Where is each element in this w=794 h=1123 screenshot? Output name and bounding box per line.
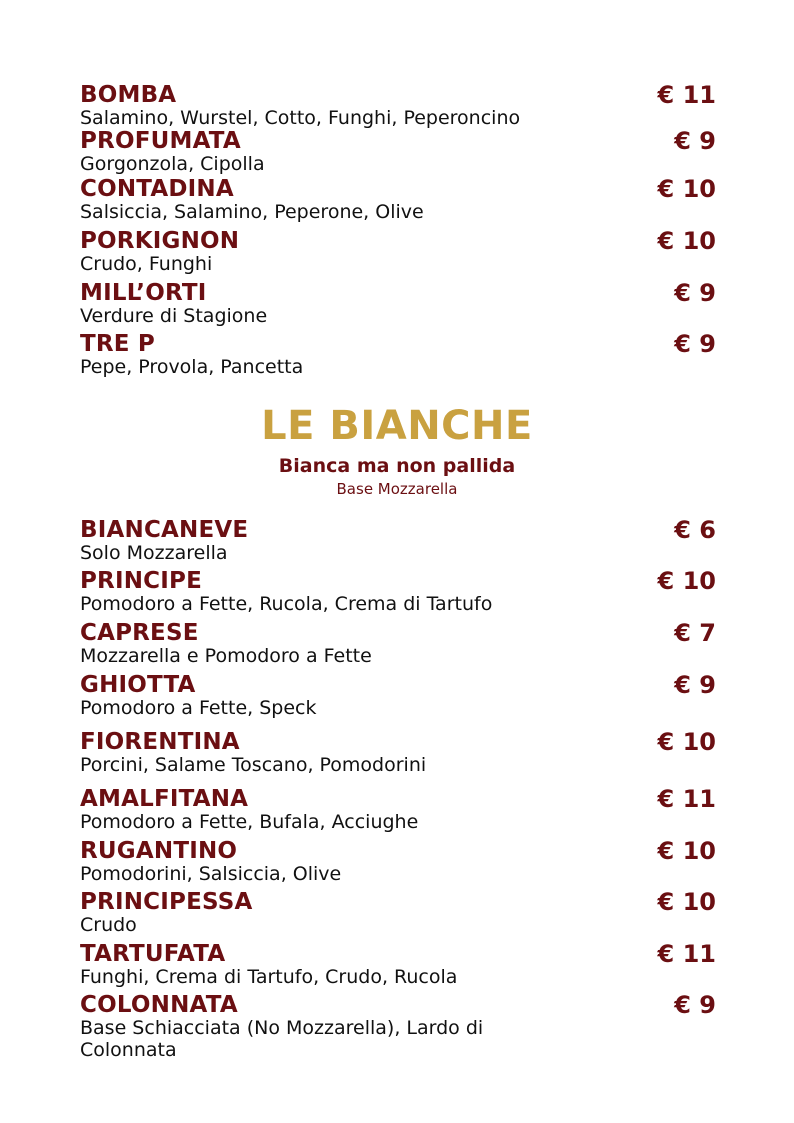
item-description: Pomodoro a Fette, Rucola, Crema di Tartufo bbox=[80, 593, 493, 615]
item-description: Crudo bbox=[80, 914, 137, 936]
item-price: € 11 bbox=[657, 785, 716, 813]
item-price: € 10 bbox=[657, 567, 716, 595]
item-name: BOMBA bbox=[80, 82, 177, 108]
item-name: PRINCIPESSA bbox=[80, 889, 253, 915]
item-name: TRE P bbox=[80, 331, 155, 357]
item-price: € 11 bbox=[657, 81, 716, 109]
item-name: AMALFITANA bbox=[80, 786, 249, 812]
menu-item-tartufata bbox=[80, 942, 716, 988]
item-price: € 9 bbox=[674, 991, 716, 1019]
item-name: BIANCANEVE bbox=[80, 517, 249, 543]
item-description: Mozzarella e Pomodoro a Fette bbox=[80, 645, 372, 667]
item-price: € 9 bbox=[674, 671, 716, 699]
item-description: Crudo, Funghi bbox=[80, 253, 213, 275]
item-name: TARTUFATA bbox=[80, 941, 226, 967]
menu-item-porkignon bbox=[80, 229, 716, 275]
item-description: Funghi, Crema di Tartufo, Crudo, Rucola bbox=[80, 966, 458, 988]
item-description: Gorgonzola, Cipolla bbox=[80, 153, 265, 175]
item-price: € 9 bbox=[674, 127, 716, 155]
menu-item-contadina bbox=[80, 177, 716, 223]
item-description: Verdure di Stagione bbox=[80, 305, 268, 327]
item-name: FIORENTINA bbox=[80, 729, 240, 755]
menu-item-millorti bbox=[80, 281, 716, 327]
item-name: COLONNATA bbox=[80, 992, 238, 1018]
item-description: Solo Mozzarella bbox=[80, 542, 228, 564]
item-description: Pomodoro a Fette, Speck bbox=[80, 697, 317, 719]
item-price: € 10 bbox=[657, 888, 716, 916]
menu-item-colonnata bbox=[80, 993, 716, 1061]
item-description: Pomodoro a Fette, Bufala, Acciughe bbox=[80, 811, 419, 833]
item-price: € 9 bbox=[674, 330, 716, 358]
section-title: LE BIANCHE bbox=[261, 403, 533, 449]
item-name: MILL’ORTI bbox=[80, 280, 207, 306]
menu-item-profumata bbox=[80, 129, 716, 175]
menu-item-amalfitana bbox=[80, 787, 716, 833]
item-description: Salamino, Wurstel, Cotto, Funghi, Peperoncino bbox=[80, 107, 521, 129]
item-price: € 9 bbox=[674, 279, 716, 307]
item-description: Pepe, Provola, Pancetta bbox=[80, 356, 304, 378]
section-subtitle: Bianca ma non pallida bbox=[278, 455, 516, 477]
item-name: RUGANTINO bbox=[80, 838, 238, 864]
item-price: € 10 bbox=[657, 837, 716, 865]
item-name: GHIOTTA bbox=[80, 672, 196, 698]
item-price: € 7 bbox=[674, 619, 716, 647]
item-description: Pomodorini, Salsiccia, Olive bbox=[80, 863, 342, 885]
item-name: PRINCIPE bbox=[80, 568, 202, 594]
menu-item-bomba bbox=[80, 83, 716, 129]
menu-item-fiorentina bbox=[80, 730, 716, 776]
item-description: Porcini, Salame Toscano, Pomodorini bbox=[80, 754, 427, 776]
item-name: PROFUMATA bbox=[80, 128, 241, 154]
menu-item-caprese bbox=[80, 621, 716, 667]
menu-item-rugantino bbox=[80, 839, 716, 885]
item-name: CAPRESE bbox=[80, 620, 199, 646]
menu-item-principe bbox=[80, 569, 716, 615]
item-price: € 11 bbox=[657, 940, 716, 968]
item-name: PORKIGNON bbox=[80, 228, 240, 254]
section-base-note: Base Mozzarella bbox=[336, 480, 458, 498]
menu-item-principessa bbox=[80, 890, 716, 936]
item-name: CONTADINA bbox=[80, 176, 234, 202]
item-price: € 10 bbox=[657, 175, 716, 203]
item-price: € 10 bbox=[657, 728, 716, 756]
item-description: Base Schiacciata (No Mozzarella), Lardo di Colonnata bbox=[80, 1017, 484, 1061]
item-description: Salsiccia, Salamino, Peperone, Olive bbox=[80, 201, 424, 223]
menu-item-tre-p bbox=[80, 332, 716, 378]
item-price: € 10 bbox=[657, 227, 716, 255]
menu-item-biancaneve bbox=[80, 518, 716, 564]
menu-item-ghiotta bbox=[80, 673, 716, 719]
item-price: € 6 bbox=[674, 516, 716, 544]
